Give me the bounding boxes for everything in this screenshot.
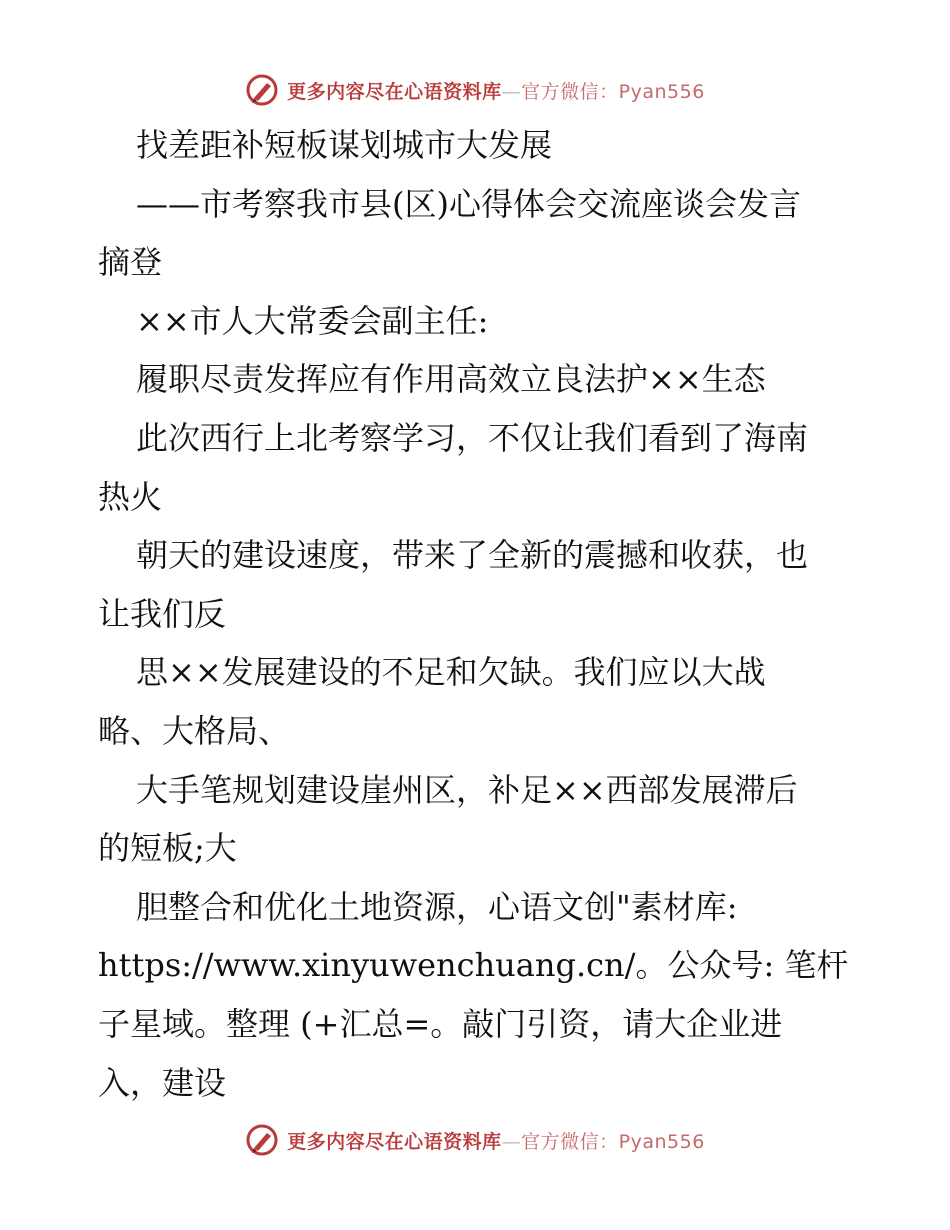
text-line: https://www.xinyuwenchuang.cn/。公众号: 笔杆 xyxy=(98,946,849,985)
footer-watermark-text xyxy=(287,1127,705,1154)
text-line: 胆整合和优化土地资源，心语文创"素材库: xyxy=(136,887,738,926)
section-heading: 履职尽责发挥应有作用高效立良法护××生态 xyxy=(136,360,766,399)
document-title: 找差距补短板谋划城市大发展 xyxy=(136,126,553,164)
header-watermark xyxy=(0,70,950,110)
text-line: 的短板;大 xyxy=(98,829,237,868)
text-line: 热火 xyxy=(98,477,163,516)
footer-watermark xyxy=(0,1120,950,1160)
header-suffix: 官方微信：Pyan556 xyxy=(521,80,705,103)
pen-logo-icon xyxy=(245,73,279,107)
header-separator: — xyxy=(501,80,522,103)
header-prefix: 更多内容尽在心语资料库 xyxy=(287,80,502,103)
footer-prefix: 更多内容尽在心语资料库 xyxy=(287,1130,502,1153)
header-watermark-text xyxy=(287,77,705,104)
text-line: 思××发展建设的不足和欠缺。我们应以大战 xyxy=(136,653,766,692)
footer-separator: — xyxy=(501,1130,522,1153)
text-line: 朝天的建设速度，带来了全新的震撼和收获，也 xyxy=(136,536,809,575)
text-line: 大手笔规划建设崖州区，补足××西部发展滞后 xyxy=(136,770,798,809)
text-line: 略、大格局、 xyxy=(98,711,291,750)
text-line: 此次西行上北考察学习，不仅让我们看到了海南 xyxy=(136,418,809,457)
footer-suffix: 官方微信：Pyan556 xyxy=(521,1130,705,1153)
text-line: 入，建设 xyxy=(98,1063,227,1102)
text-line: 子星域。整理 (+汇总=。敲门引资，请大企业进 xyxy=(98,1004,783,1043)
text-line: 摘登 xyxy=(98,243,163,282)
document-body xyxy=(98,116,858,1112)
document-subtitle: ——市考察我市县(区)心得体会交流座谈会发言 xyxy=(136,184,801,223)
text-line: 让我们反 xyxy=(98,594,227,633)
speaker-line: ××市人大常委会副主任: xyxy=(136,301,489,340)
pen-logo-icon xyxy=(245,1123,279,1157)
